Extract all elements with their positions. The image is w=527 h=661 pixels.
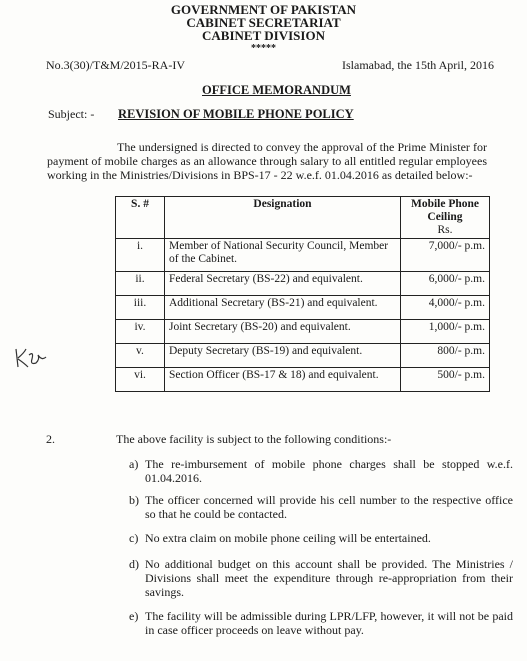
header-ceiling-line1: Mobile Phone xyxy=(410,198,480,210)
row-designation: Additional Secretary (BS-21) and equivalent. xyxy=(165,296,401,320)
row-ceiling: 800/- p.m. xyxy=(401,344,490,368)
table-row xyxy=(116,239,490,272)
condition-label: a) xyxy=(129,457,139,471)
condition-text: The facility will be admissible during LPR/LFP, however, it will not be paid in case officer proceeds on leave without pay. xyxy=(145,609,513,637)
header-ceiling-unit: Rs. xyxy=(437,224,453,236)
row-ceiling: 4,000/- p.m. xyxy=(401,296,490,320)
reference-number: No.3(30)/T&M/2015-RA-IV xyxy=(46,58,185,72)
condition-text: The re-imbursement of mobile phone charges shall be stopped w.e.f. 01.04.2016. xyxy=(145,457,513,485)
header-designation: Designation xyxy=(165,197,401,239)
intro-paragraph: The undersigned is directed to convey the approval of the Prime Minister for payment of mobile charges as an allowance through salary to all entitled regular employees working in the Ministries/Divisions in BPS-17 - 22 w.e.f. 01.04.2016 as detailed below:- xyxy=(47,140,487,182)
subject-label: Subject: - xyxy=(48,107,95,121)
row-sno: vi. xyxy=(116,368,165,392)
header-stars: ***** xyxy=(251,43,276,54)
condition-label: e) xyxy=(129,609,139,623)
handwritten-initials xyxy=(12,345,48,373)
row-ceiling: 7,000/- p.m. xyxy=(401,239,490,272)
row-designation: Deputy Secretary (BS-19) and equivalent. xyxy=(165,344,401,368)
header-ceiling xyxy=(401,197,490,239)
row-designation: Member of National Security Council, Member of the Cabinet. xyxy=(165,239,401,272)
table-header-row xyxy=(116,197,490,239)
header-government: GOVERNMENT OF PAKISTAN xyxy=(170,2,357,17)
condition-text: No extra claim on mobile phone ceiling will be entertained. xyxy=(145,531,431,545)
header-division: CABINET DIVISION xyxy=(202,28,325,43)
row-sno: ii. xyxy=(116,272,165,296)
condition-text: The officer concerned will provide his cell number to the respective office so that he could be contacted. xyxy=(145,493,513,521)
row-sno: i. xyxy=(116,239,165,272)
row-sno: v. xyxy=(116,344,165,368)
para2-number: 2. xyxy=(46,432,55,446)
place-date: Islamabad, the 15th April, 2016 xyxy=(342,58,494,72)
mobile-ceiling-table xyxy=(115,196,490,392)
subject-text: REVISION OF MOBILE PHONE POLICY xyxy=(118,107,354,121)
condition-label: c) xyxy=(129,531,139,545)
row-designation: Section Officer (BS-17 & 18) and equivalent. xyxy=(165,368,401,392)
row-ceiling: 1,000/- p.m. xyxy=(401,320,490,344)
table-row xyxy=(116,320,490,344)
row-ceiling: 6,000/- p.m. xyxy=(401,272,490,296)
table-row xyxy=(116,368,490,392)
header-secretariat: CABINET SECRETARIAT xyxy=(186,15,341,30)
row-designation: Federal Secretary (BS-22) and equivalent. xyxy=(165,272,401,296)
condition-label: d) xyxy=(129,557,139,571)
para2-text: The above facility is subject to the following conditions:- xyxy=(116,432,392,446)
table-row xyxy=(116,344,490,368)
row-sno: iii. xyxy=(116,296,165,320)
header-sno: S. # xyxy=(116,197,165,239)
header-ceiling-line2: Ceiling xyxy=(427,211,463,223)
row-designation: Joint Secretary (BS-20) and equivalent. xyxy=(165,320,401,344)
row-sno: iv. xyxy=(116,320,165,344)
memo-title: OFFICE MEMORANDUM xyxy=(202,83,351,97)
condition-label: b) xyxy=(129,493,139,507)
row-ceiling: 500/- p.m. xyxy=(401,368,490,392)
table-row xyxy=(116,272,490,296)
table-row xyxy=(116,296,490,320)
condition-text: No additional budget on this account shall be provided. The Ministries / Divisions shall meet the expenditure through re-appropriation from their savings. xyxy=(145,557,513,599)
